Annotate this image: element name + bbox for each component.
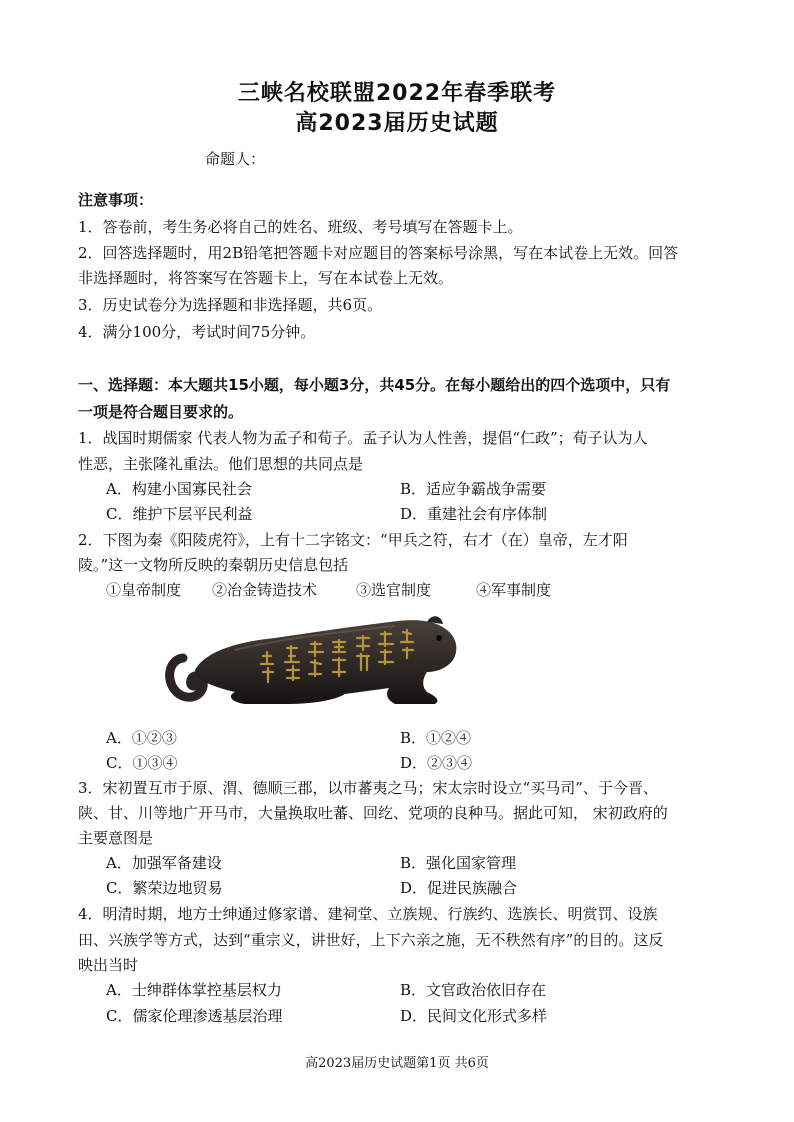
q3-option-a: A．加强军备建设: [106, 854, 222, 872]
q3-option-d: D．促进民族融合: [400, 879, 518, 897]
q2-item-3: ③选官制度: [356, 581, 432, 599]
tiger-tally-image: [165, 612, 465, 720]
q1-option-b: B．适应争霸战争需要: [400, 480, 547, 498]
q2-option-b: B．①②④: [400, 729, 472, 747]
exam-title: 三峡名校联盟2022年春季联考: [237, 81, 557, 106]
section-heading-cont: 一项是符合题目要求的。: [78, 403, 244, 421]
question-3-stem: 3．宋初置互市于原、渭、德顺三郡，以市蕃夷之马；宋太宗时设立“买马司”、于今晋、: [78, 779, 658, 797]
tiger-body-shape: [195, 620, 456, 704]
q1-option-a: A．构建小国寡民社会: [106, 480, 252, 498]
author-label: 命题人：: [205, 150, 266, 168]
exam-subtitle: 高2023届历史试题: [295, 111, 499, 136]
q2-item-4: ④军事制度: [476, 581, 552, 599]
question-3-stem-cont: 陕、甘、川等地广开马市，大量换取吐蕃、回纥、党项的良种马。据此可知， 宋初政府的: [78, 804, 668, 822]
notice-item: 3．历史试卷分为选择题和非选择题，共6页。: [78, 296, 383, 314]
page-footer: 高2023届历史试题第1页 共6页: [305, 1056, 489, 1071]
question-3-stem-cont2: 主要意图是: [78, 829, 154, 847]
tiger-tail-shape: [170, 658, 204, 697]
question-1-stem: 1．战国时期儒家 代表人物为孟子和荀子。孟子认为人性善，提倡“仁政”；荀子认为人: [78, 429, 648, 447]
q4-option-c: C．儒家伦理渗透基层治理: [106, 1007, 283, 1025]
q4-option-d: D．民间文化形式多样: [400, 1007, 548, 1025]
q2-option-d: D．②③④: [400, 754, 473, 772]
notice-item: 非选择题时，将答案写在答题卡上，写在本试卷上无效。: [78, 269, 454, 287]
notice-heading: 注意事项：: [78, 191, 154, 209]
q4-option-a: A．士绅群体掌控基层权力: [106, 981, 282, 999]
notice-item: 2．回答选择题时，用2B铅笔把答题卡对应题目的答案标号涂黑，写在本试卷上无效。回答: [78, 244, 679, 262]
q2-option-c: C．①③④: [106, 754, 178, 772]
q1-option-c: C．维护下层平民利益: [106, 505, 253, 523]
q1-option-d: D．重建社会有序体制: [400, 505, 548, 523]
question-4-stem-cont: 田、兴族学等方式，达到“重宗义，讲世好，上下六亲之施，无不秩然有序”的目的。这反: [78, 931, 664, 949]
question-2-stem: 2．下图为秦《阳陵虎符》，上有十二字铭文：“甲兵之符，右才（在）皇帝，左才阳: [78, 531, 628, 549]
question-2-stem-cont: 陵。”这一文物所反映的秦朝历史信息包括: [78, 556, 349, 574]
question-4-stem: 4．明清时期，地方士绅通过修家谱、建祠堂、立族规、行族约、选族长、明赏罚、设族: [78, 905, 658, 923]
q3-option-c: C．繁荣边地贸易: [106, 879, 223, 897]
question-1-stem-cont: 性恶，主张隆礼重法。他们思想的共同点是: [78, 455, 364, 473]
notice-item: 1．答卷前，考生务必将自己的姓名、班级、考号填写在答题卡上。: [78, 218, 523, 236]
q2-item-1: ①皇帝制度: [106, 581, 182, 599]
q2-option-a: A．①②③: [106, 729, 177, 747]
q4-option-b: B．文官政治依旧存在: [400, 981, 547, 999]
notice-item: 4．满分100分，考试时间75分钟。: [78, 323, 316, 341]
section-heading: 一、选择题：本大题共15小题，每小题3分，共45分。在每小题给出的四个选项中，只有: [78, 376, 671, 394]
question-4-stem-cont2: 映出当时: [78, 956, 139, 974]
q3-option-b: B．强化国家管理: [400, 854, 517, 872]
tiger-eye-shape: [436, 635, 442, 641]
q2-item-2: ②冶金铸造技术: [212, 581, 318, 599]
